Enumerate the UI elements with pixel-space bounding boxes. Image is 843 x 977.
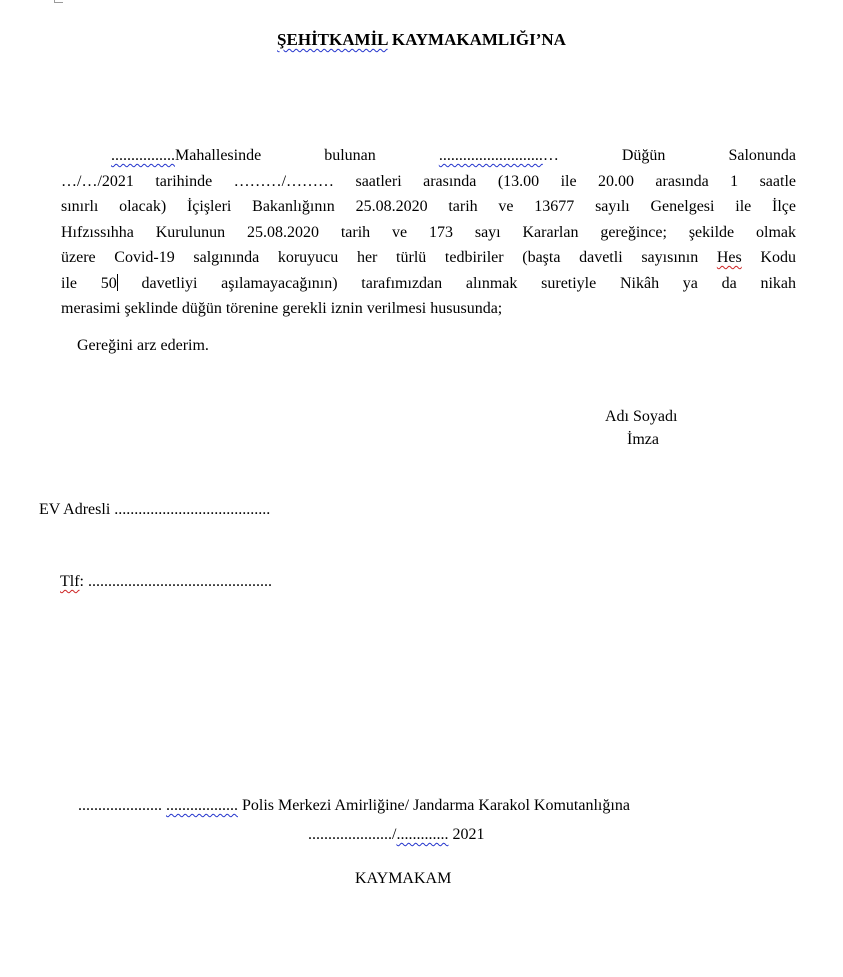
word-salonunda: Salonunda — [728, 147, 797, 164]
approval-year: 2021 — [448, 826, 485, 843]
approval-date-blank: ...................../ — [308, 826, 397, 843]
body-line-1 — [61, 143, 796, 169]
blank-hall-name: .......................... — [438, 147, 543, 164]
approval-line-1 — [78, 797, 630, 815]
approval-month-blank: ............. — [396, 826, 449, 843]
body-line-5-end: Kodu — [741, 249, 796, 266]
body-line-6-text: davetliyi aşılamayacağının) tarafımızdan alınmak suretiyle Nikâh ya da nikah — [117, 274, 797, 292]
closing-text: Gereğini arz ederim. — [77, 337, 209, 354]
title-office: KAYMAKAMLIĞI’NA — [387, 30, 566, 49]
body-line-5 — [61, 245, 796, 271]
body-line-4: Hıfzıssıhha Kurulunun 25.08.2020 tarih ve 173 sayı Kararlan gereğince; şekilde olmak — [61, 223, 796, 241]
petition-body — [61, 143, 796, 322]
body-line-2: …/…/2021 tarihinde ………/……… saatleri arasında (13.00 ile 20.00 arasında 1 saatle — [61, 172, 796, 190]
phone-field — [60, 573, 272, 591]
body-line-6-start: ile 50 — [61, 274, 117, 292]
approval-recipient: Polis Merkezi Amirliğine/ Jandarma Karakol Komutanlığına — [242, 797, 630, 814]
authority-title: KAYMAKAM — [355, 870, 452, 887]
phone-blank: : .............................................. — [79, 573, 272, 590]
signature-sign-label: İmza — [627, 431, 659, 448]
neighborhood-label: Mahallesinde bulunan — [175, 147, 376, 164]
approval-blank-1: ..................... — [78, 797, 162, 814]
body-line-5-text: üzere Covid-19 salgınında koruyucu her türlü tedbiriler (başta davetli sayısının — [61, 249, 717, 266]
approval-date-line — [308, 826, 484, 844]
approval-blank-2: .................. — [166, 797, 238, 814]
hall-dots: … — [542, 147, 559, 164]
address-field: EV Adresli ....................................... — [39, 501, 271, 518]
word-dugun: Düğün — [621, 147, 666, 164]
blank-neighborhood: ................ — [111, 147, 175, 164]
title-place-name: ŞEHİTKAMİL — [277, 30, 388, 49]
phone-label: Tlf — [60, 573, 80, 590]
body-line-7: merasimi şeklinde düğün törenine gerekli iznin verilmesi hususunda; — [61, 300, 503, 317]
signature-name-label: Adı Soyadı — [605, 408, 678, 425]
body-line-6 — [61, 271, 796, 297]
word-hes: Hes — [716, 249, 742, 266]
document-title — [0, 30, 843, 50]
margin-corner-mark — [54, 0, 63, 3]
body-line-3: sınırlı olacak) İçişleri Bakanlığının 25.08.2020 tarih ve 13677 sayılı Genelgesi ile İlçe — [61, 198, 796, 215]
